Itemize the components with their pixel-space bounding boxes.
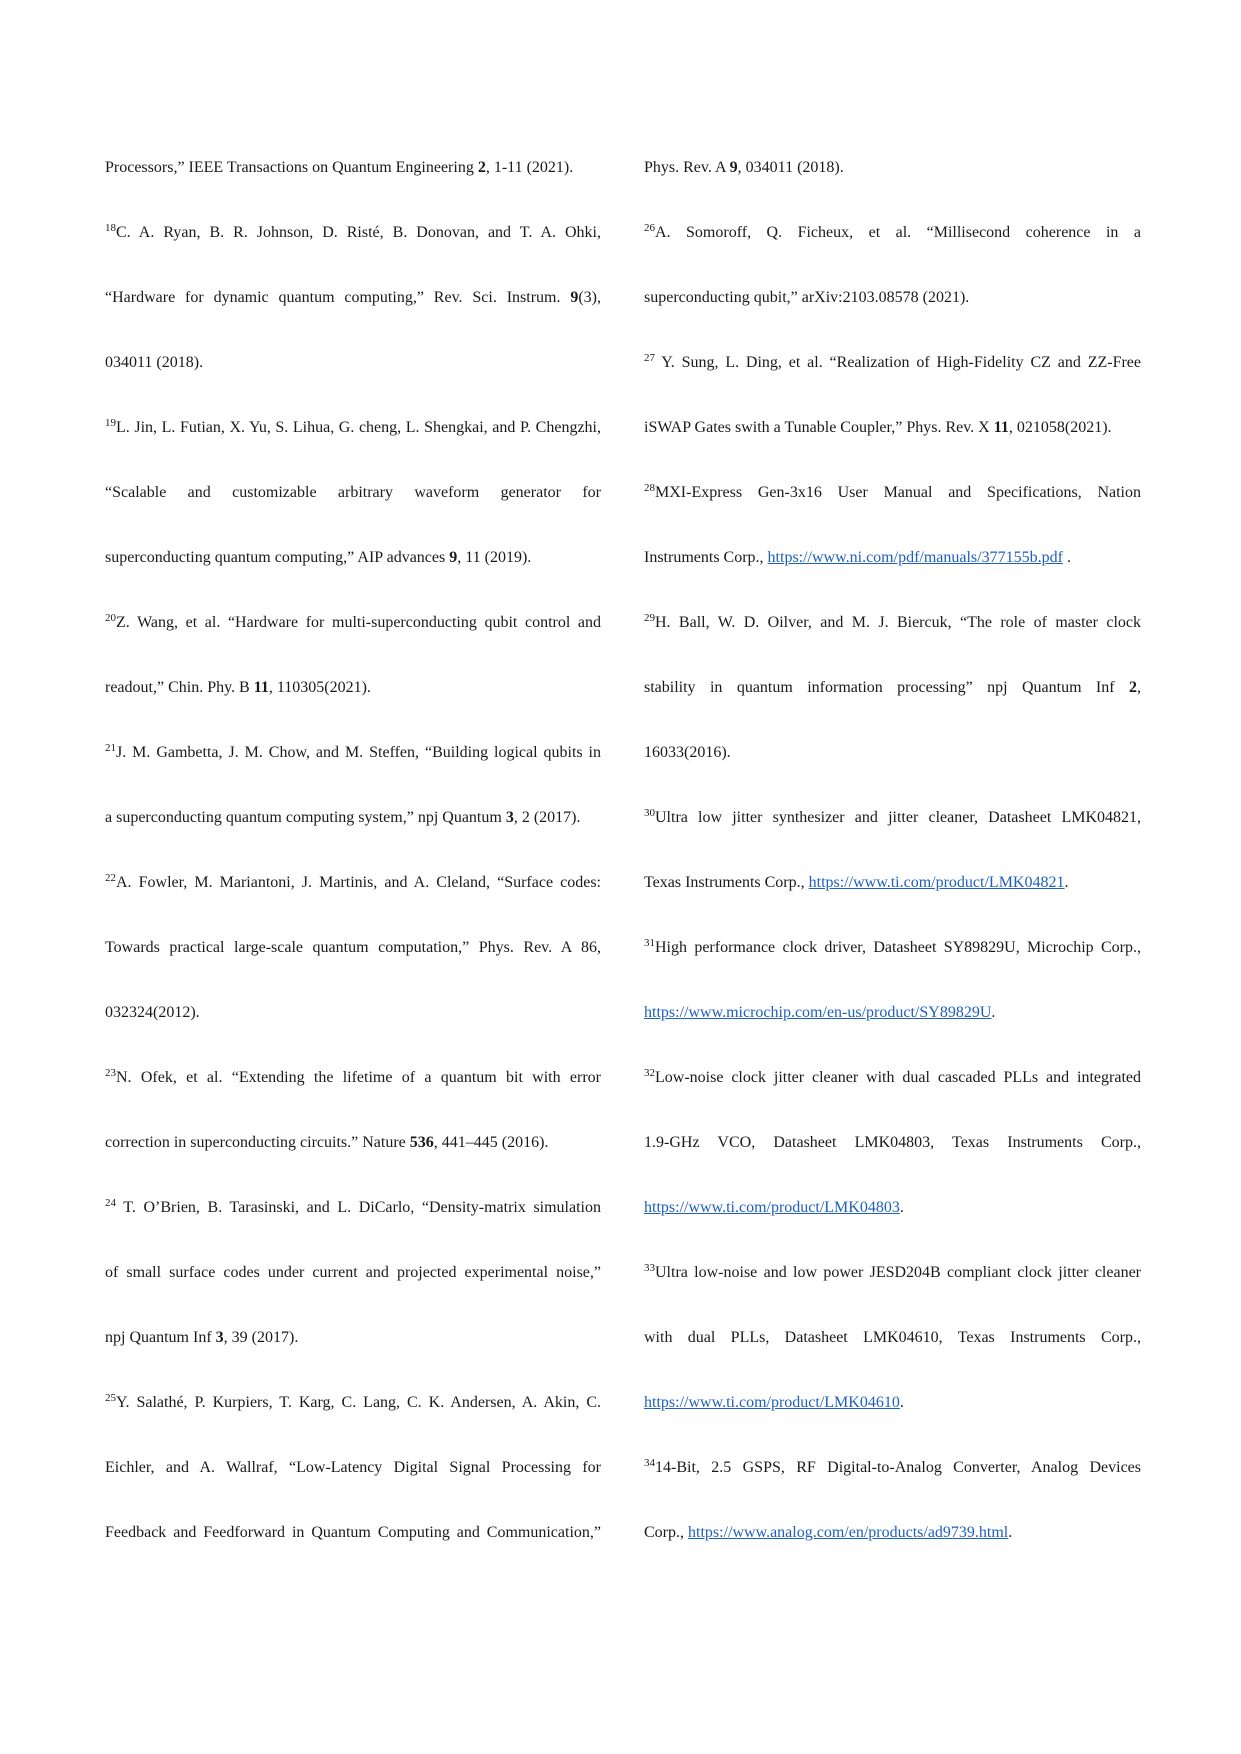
reference-number: 30: [644, 808, 655, 819]
reference-text: readout,” Chin. Phy. B: [105, 679, 254, 696]
reference-text: Texas Instruments Corp.,: [644, 874, 809, 891]
reference-line: [105, 1458, 601, 1478]
reference-line: [105, 418, 601, 438]
reference-text: npj Quantum Inf: [105, 1329, 216, 1346]
volume-number: 2: [477, 159, 486, 176]
reference-number: 25: [105, 1393, 116, 1404]
reference-line: [644, 678, 1141, 698]
reference-entry: [644, 1263, 1141, 1413]
reference-line: [644, 483, 1141, 503]
reference-text: , 1-11 (2021).: [485, 159, 574, 176]
reference-number: 28: [644, 483, 655, 494]
reference-text: Y. Sung, L. Ding, et al. “Realization of High-Fidelity CZ and ZZ-Free: [655, 354, 1141, 371]
reference-text: , 441–445 (2016).: [433, 1134, 549, 1151]
reference-entry: [644, 808, 1141, 893]
reference-line: [105, 288, 601, 308]
reference-text: 032324(2012).: [105, 1004, 200, 1021]
reference-text: , 034011 (2018).: [737, 159, 844, 176]
reference-text: Ultra low jitter synthesizer and jitter cleaner, Datasheet LMK04821,: [655, 809, 1141, 826]
reference-text: , 2 (2017).: [513, 809, 581, 826]
reference-line: [105, 223, 601, 243]
reference-text: Towards practical large-scale quantum computation,” Phys. Rev. A 86,: [105, 939, 601, 956]
reference-text: Corp.,: [644, 1524, 688, 1541]
reference-text: , 021058(2021).: [1008, 419, 1112, 436]
reference-text: .: [899, 1394, 904, 1411]
reference-number: 23: [105, 1068, 116, 1079]
volume-number: 9: [729, 159, 738, 176]
reference-entry: [105, 743, 601, 828]
reference-text: Instruments Corp.,: [644, 549, 768, 566]
reference-line: [644, 808, 1141, 828]
reference-entry: [644, 353, 1141, 438]
reference-line: [644, 353, 1141, 373]
reference-line: [644, 418, 1141, 438]
reference-line: [105, 808, 601, 828]
reference-url-link[interactable]: https://www.ti.com/product/LMK04821: [808, 874, 1065, 891]
reference-line: [644, 1133, 1141, 1153]
reference-entry: [644, 938, 1141, 1023]
reference-line: [644, 158, 1141, 178]
volume-number: 9: [449, 549, 458, 566]
reference-line: [105, 1068, 601, 1088]
reference-line: [105, 483, 601, 503]
reference-entry: [105, 158, 601, 178]
reference-line: [644, 223, 1141, 243]
reference-text: .: [1008, 1524, 1013, 1541]
reference-line: [105, 938, 601, 958]
reference-line: [644, 1523, 1141, 1543]
reference-text: correction in superconducting circuits.” Nature: [105, 1134, 410, 1151]
reference-line: [105, 548, 601, 568]
reference-text: stability in quantum information processing” npj Quantum Inf: [644, 679, 1129, 696]
reference-text: , 39 (2017).: [223, 1329, 299, 1346]
reference-text: C. A. Ryan, B. R. Johnson, D. Risté, B. Donovan, and T. A. Ohki,: [116, 224, 601, 241]
reference-text: Ultra low-noise and low power JESD204B compliant clock jitter cleaner: [655, 1264, 1141, 1281]
reference-line: [644, 938, 1141, 958]
reference-url-link[interactable]: https://www.microchip.com/en-us/product/SY89829U: [644, 1004, 992, 1021]
reference-url-link[interactable]: https://www.ti.com/product/LMK04803: [644, 1199, 900, 1216]
reference-line: [105, 743, 601, 763]
reference-text: Processors,” IEEE Transactions on Quantum Engineering: [105, 159, 478, 176]
reference-line: [105, 1263, 601, 1283]
reference-line: [644, 1068, 1141, 1088]
reference-line: [105, 613, 601, 633]
reference-line: [644, 1198, 1141, 1218]
reference-line: [644, 1458, 1141, 1478]
reference-number: 24: [105, 1198, 116, 1209]
reference-entry: [105, 1393, 601, 1543]
volume-number: 3: [215, 1329, 224, 1346]
reference-number: 34: [644, 1458, 655, 1469]
reference-text: superconducting qubit,” arXiv:2103.08578 (2021).: [644, 289, 970, 306]
reference-text: Eichler, and A. Wallraf, “Low-Latency Digital Signal Processing for: [105, 1459, 601, 1476]
volume-number: 11: [993, 419, 1009, 436]
reference-text: T. O’Brien, B. Tarasinski, and L. DiCarlo, “Density-matrix simulation: [116, 1199, 601, 1216]
reference-entry: [644, 1068, 1141, 1218]
reference-text: A. Somoroff, Q. Ficheux, et al. “Millisecond coherence in a: [655, 224, 1141, 241]
reference-line: [105, 873, 601, 893]
reference-text: with dual PLLs, Datasheet LMK04610, Texas Instruments Corp.,: [644, 1329, 1141, 1346]
reference-line: [644, 288, 1141, 308]
reference-text: 14-Bit, 2.5 GSPS, RF Digital-to-Analog Converter, Analog Devices: [655, 1459, 1141, 1476]
reference-text: superconducting quantum computing,” AIP advances: [105, 549, 450, 566]
reference-number: 33: [644, 1263, 655, 1274]
reference-number: 20: [105, 613, 116, 624]
reference-entry: [644, 613, 1141, 763]
reference-number: 32: [644, 1068, 655, 1079]
reference-text: (3),: [578, 289, 601, 306]
reference-number: 29: [644, 613, 655, 624]
reference-text: “Hardware for dynamic quantum computing,” Rev. Sci. Instrum.: [105, 289, 571, 306]
reference-text: of small surface codes under current and projected experimental noise,”: [105, 1264, 601, 1281]
reference-text: .: [899, 1199, 904, 1216]
reference-text: High performance clock driver, Datasheet SY89829U, Microchip Corp.,: [655, 939, 1141, 956]
reference-number: 19: [105, 418, 116, 429]
reference-text: Y. Salathé, P. Kurpiers, T. Karg, C. Lang, C. K. Andersen, A. Akin, C.: [116, 1394, 601, 1411]
reference-text: N. Ofek, et al. “Extending the lifetime of a quantum bit with error: [116, 1069, 601, 1086]
reference-text: MXI-Express Gen-3x16 User Manual and Specifications, Nation: [655, 484, 1141, 501]
reference-text: Phys. Rev. A: [644, 159, 730, 176]
volume-number: 3: [505, 809, 514, 826]
reference-line: [644, 1393, 1141, 1413]
reference-text: J. M. Gambetta, J. M. Chow, and M. Steffen, “Building logical qubits in: [116, 744, 601, 761]
reference-line: [105, 353, 601, 373]
reference-text: 1.9-GHz VCO, Datasheet LMK04803, Texas Instruments Corp.,: [644, 1134, 1141, 1151]
reference-line: [105, 1328, 601, 1348]
reference-entry: [644, 483, 1141, 568]
reference-text: iSWAP Gates swith a Tunable Coupler,” Phys. Rev. X: [644, 419, 994, 436]
reference-entry: [105, 1198, 601, 1348]
reference-number: 27: [644, 353, 655, 364]
reference-text: H. Ball, W. D. Oilver, and M. J. Biercuk, “The role of master clock: [655, 614, 1141, 631]
reference-number: 22: [105, 873, 116, 884]
reference-line: [105, 1133, 601, 1153]
reference-text: , 110305(2021).: [268, 679, 371, 696]
reference-text: .: [991, 1004, 996, 1021]
reference-line: [644, 613, 1141, 633]
reference-text: .: [1062, 549, 1071, 566]
reference-line: [105, 158, 601, 178]
reference-text: ,: [1137, 679, 1141, 696]
reference-text: A. Fowler, M. Mariantoni, J. Martinis, and A. Cleland, “Surface codes:: [116, 874, 601, 891]
reference-text: .: [1064, 874, 1069, 891]
reference-text: Feedback and Feedforward in Quantum Computing and Communication,”: [105, 1524, 601, 1541]
reference-url-link[interactable]: https://www.ti.com/product/LMK04610: [644, 1394, 900, 1411]
volume-number: 9: [570, 289, 579, 306]
reference-line: [644, 743, 1141, 763]
reference-text: Z. Wang, et al. “Hardware for multi-superconducting qubit control and: [116, 614, 601, 631]
reference-entry: [644, 1458, 1141, 1543]
reference-text: L. Jin, L. Futian, X. Yu, S. Lihua, G. cheng, L. Shengkai, and P. Chengzhi,: [116, 419, 601, 436]
reference-text: 16033(2016).: [644, 744, 731, 761]
reference-entry: [105, 1068, 601, 1153]
reference-entry: [644, 158, 1141, 178]
reference-text: 034011 (2018).: [105, 354, 204, 371]
reference-line: [105, 1198, 601, 1218]
reference-line: [105, 1393, 601, 1413]
volume-number: 536: [409, 1134, 434, 1151]
reference-line: [644, 873, 1141, 893]
reference-column-left: [105, 158, 601, 1588]
reference-text: “Scalable and customizable arbitrary waveform generator for: [105, 484, 601, 501]
reference-entry: [105, 613, 601, 698]
reference-line: [644, 1263, 1141, 1283]
reference-line: [105, 1003, 601, 1023]
reference-entry: [105, 873, 601, 1023]
reference-line: [105, 1523, 601, 1543]
volume-number: 2: [1129, 679, 1137, 696]
reference-text: Low-noise clock jitter cleaner with dual cascaded PLLs and integrated: [655, 1069, 1141, 1086]
reference-line: [644, 1328, 1141, 1348]
reference-number: 31: [644, 938, 655, 949]
reference-number: 21: [105, 743, 116, 754]
reference-line: [644, 1003, 1141, 1023]
reference-entry: [105, 223, 601, 373]
reference-url-link[interactable]: https://www.ni.com/pdf/manuals/377155b.pdf: [767, 549, 1063, 566]
reference-number: 18: [105, 223, 116, 234]
reference-text: , 11 (2019).: [457, 549, 532, 566]
reference-entry: [105, 418, 601, 568]
volume-number: 11: [253, 679, 269, 696]
reference-line: [105, 678, 601, 698]
reference-column-right: [644, 158, 1141, 1588]
reference-text: a superconducting quantum computing system,” npj Quantum: [105, 809, 506, 826]
reference-line: [644, 548, 1141, 568]
reference-url-link[interactable]: https://www.analog.com/en/products/ad9739.html: [688, 1524, 1009, 1541]
reference-entry: [644, 223, 1141, 308]
reference-number: 26: [644, 223, 655, 234]
